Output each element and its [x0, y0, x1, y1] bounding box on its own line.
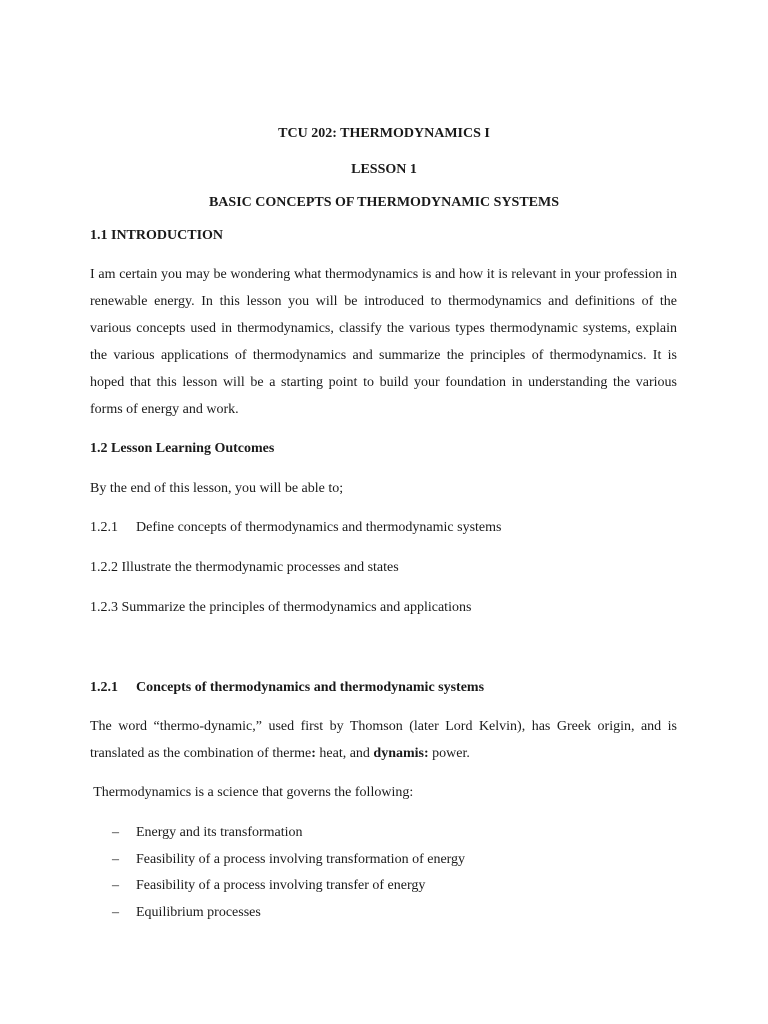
intro-heading: 1.1 INTRODUCTION	[90, 228, 224, 243]
outcome-number: 1.2.3	[90, 600, 118, 615]
governs-lead: Thermodynamics is a science that governs the following:	[90, 785, 414, 800]
para-bold: :	[311, 746, 316, 761]
outcome-text: Define concepts of thermodynamics and thermodynamic systems	[136, 520, 502, 535]
bullet-item: Equilibrium processes	[136, 905, 261, 920]
outcome-item	[90, 559, 399, 577]
dash-bullet: –	[112, 905, 119, 920]
course-title: TCU 202: THERMODYNAMICS I	[278, 126, 490, 141]
section-number: 1.2.1	[90, 680, 118, 695]
lesson-number: LESSON 1	[351, 162, 417, 177]
para-text: power.	[428, 746, 470, 761]
lesson-title: BASIC CONCEPTS OF THERMODYNAMIC SYSTEMS	[208, 195, 560, 210]
para-text: The word “thermo-dynamic,” used first by Thomson (later Lord Kelvin), has Greek origin, and is translated as the combination of therme	[90, 719, 677, 761]
outcome-item	[90, 519, 501, 537]
section-paragraph	[90, 713, 677, 767]
outcome-text: Summarize the principles of thermodynamics and applications	[121, 600, 472, 615]
dash-bullet: –	[112, 825, 119, 840]
outcomes-lead: By the end of this lesson, you will be able to;	[90, 481, 344, 496]
dash-bullet: –	[112, 852, 119, 867]
outcome-item	[90, 599, 471, 617]
outcomes-heading: 1.2 Lesson Learning Outcomes	[90, 441, 275, 456]
intro-paragraph: I am certain you may be wondering what thermodynamics is and how it is relevant in your profession in renewable energy. In this lesson you will be introduced to thermodynamics and definitions of the various concepts used in thermodynamics, classify the various types thermodynamic systems, explain the various applications of thermodynamics and summarize the principles of thermodynamics. It is hoped that this lesson will be a starting point to build your foundation in understanding the various forms of energy and work.	[90, 267, 677, 417]
outcome-number: 1.2.1	[90, 520, 118, 535]
section-heading	[90, 679, 484, 697]
bullet-item: Feasibility of a process involving transformation of energy	[136, 852, 466, 867]
outcome-number: 1.2.2	[90, 560, 118, 575]
para-text: heat, and	[315, 746, 374, 761]
para-bold: dynamis:	[373, 746, 429, 761]
bullet-item: Energy and its transformation	[136, 825, 303, 840]
dash-bullet: –	[112, 878, 119, 893]
section-title: Concepts of thermodynamics and thermodynamic systems	[136, 680, 485, 695]
outcome-text: Illustrate the thermodynamic processes and states	[121, 560, 399, 575]
bullet-item: Feasibility of a process involving transfer of energy	[136, 878, 426, 893]
